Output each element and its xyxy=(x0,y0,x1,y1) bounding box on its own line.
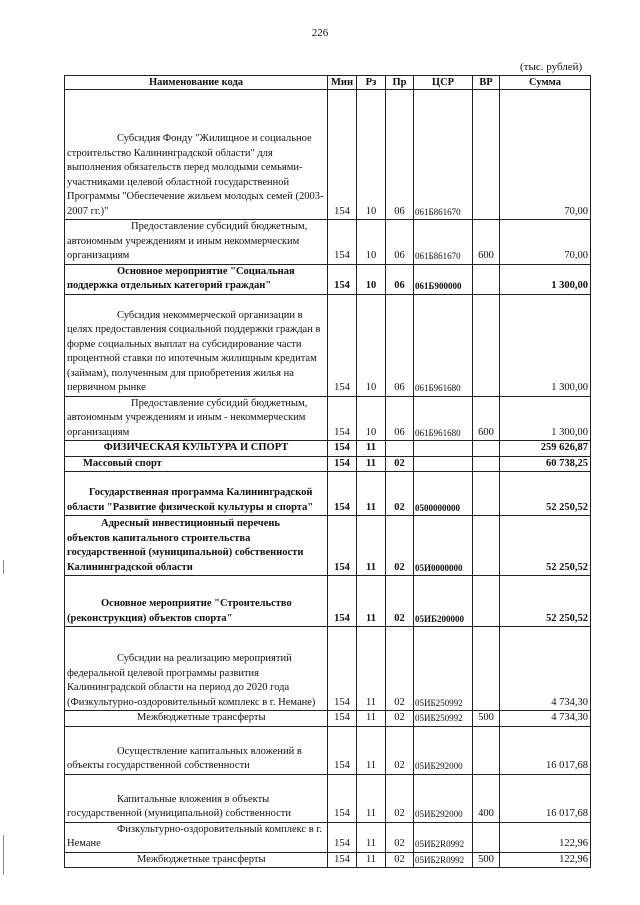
row-vr xyxy=(473,441,500,457)
table-row xyxy=(65,576,591,627)
row-sum: 16 017,68 xyxy=(500,774,591,822)
row-rz: 11 xyxy=(357,472,386,516)
row-min: 154 xyxy=(328,822,357,852)
row-sum: 60 738,25 xyxy=(500,456,591,472)
header-pr: Пр xyxy=(386,76,414,90)
row-rz: 11 xyxy=(357,774,386,822)
row-csr xyxy=(414,441,473,457)
row-pr: 02 xyxy=(386,711,414,727)
row-vr xyxy=(473,264,500,294)
row-vr xyxy=(473,576,500,627)
row-name: Адресный инвестиционный перечень объектов капитального строительства государственной (муниципальной) собственности Калининградской области xyxy=(65,516,328,576)
row-csr: 05ИБ200000 xyxy=(414,576,473,627)
row-name: Массовый спорт xyxy=(65,456,328,472)
units-note: (тыс. рублей) xyxy=(520,61,583,73)
row-pr: 02 xyxy=(386,726,414,774)
row-pr: 02 xyxy=(386,852,414,868)
table-row xyxy=(65,852,591,868)
row-rz: 10 xyxy=(357,90,386,220)
table-row xyxy=(65,726,591,774)
header-min: Мин xyxy=(328,76,357,90)
row-csr xyxy=(414,456,473,472)
table-row xyxy=(65,264,591,294)
row-sum: 1 300,00 xyxy=(500,264,591,294)
row-vr xyxy=(473,472,500,516)
row-sum: 52 250,52 xyxy=(500,576,591,627)
row-csr: 0500000000 xyxy=(414,472,473,516)
row-sum: 52 250,52 xyxy=(500,472,591,516)
header-sum: Сумма xyxy=(500,76,591,90)
row-name: Субсидии на реализацию мероприятий федеральной целевой программы развития Калининградской области на период до 2020 года (Физкультурно-оздоровительный комплекс в г. Немане) xyxy=(65,627,328,711)
row-name: Межбюджетные трансферты xyxy=(65,852,328,868)
row-name: Физкультурно-оздоровительный комплекс в г. Немане xyxy=(65,822,328,852)
row-rz: 10 xyxy=(357,264,386,294)
row-csr: 05И0000000 xyxy=(414,516,473,576)
row-sum: 122,96 xyxy=(500,822,591,852)
row-name: Субсидия Фонду "Жилищное и социальное строительство Калининградской области" для выполнения обязательств перед молодыми семьями-участниками целевой областной государственной Программы "Обеспечение жильем молодых семей (2003-2007 гг.)" xyxy=(65,90,328,220)
row-sum: 1 300,00 xyxy=(500,294,591,396)
row-pr: 02 xyxy=(386,456,414,472)
row-name: Основное мероприятие "Социальная поддержка отдельных категорий граждан" xyxy=(65,264,328,294)
row-vr: 600 xyxy=(473,396,500,441)
row-pr: 02 xyxy=(386,822,414,852)
row-rz: 11 xyxy=(357,726,386,774)
row-min: 154 xyxy=(328,472,357,516)
header-name: Наименование кода xyxy=(65,76,328,90)
row-vr xyxy=(473,726,500,774)
row-name: Субсидия некоммерческой организации в целях предоставления социальной поддержки граждан в форме социальных выплат на субсидирование части процентной ставки по ипотечным жилищным кредитам (займам), полученным для приобретения жилья на первичном рынке xyxy=(65,294,328,396)
header-csr: ЦСР xyxy=(414,76,473,90)
row-min: 154 xyxy=(328,576,357,627)
row-name: Капитальные вложения в объекты государственной (муниципальной) собственности xyxy=(65,774,328,822)
row-name: ФИЗИЧЕСКАЯ КУЛЬТУРА И СПОРТ xyxy=(65,441,328,457)
table-row xyxy=(65,396,591,441)
table-row xyxy=(65,220,591,265)
row-min: 154 xyxy=(328,711,357,727)
row-min: 154 xyxy=(328,516,357,576)
table-row xyxy=(65,294,591,396)
row-vr xyxy=(473,516,500,576)
row-min: 154 xyxy=(328,396,357,441)
row-vr: 600 xyxy=(473,220,500,265)
row-pr: 06 xyxy=(386,294,414,396)
row-vr xyxy=(473,627,500,711)
row-name: Государственная программа Калининградской области "Развитие физической культуры и спорта" xyxy=(65,472,328,516)
row-vr xyxy=(473,456,500,472)
scan-margin-mark xyxy=(3,560,4,574)
table-header-row xyxy=(65,76,591,90)
row-min: 154 xyxy=(328,726,357,774)
row-pr: 02 xyxy=(386,472,414,516)
table-row xyxy=(65,711,591,727)
row-pr: 02 xyxy=(386,576,414,627)
row-csr: 05ИБ292000 xyxy=(414,726,473,774)
row-min: 154 xyxy=(328,90,357,220)
table-row xyxy=(65,472,591,516)
row-name: Предоставление субсидий бюджетным, автономным учреждениям и иным - некоммерческим организациям xyxy=(65,396,328,441)
row-csr: 061Б961680 xyxy=(414,294,473,396)
table-row xyxy=(65,822,591,852)
row-rz: 11 xyxy=(357,456,386,472)
table-row xyxy=(65,627,591,711)
row-pr: 02 xyxy=(386,516,414,576)
row-csr: 05ИБ250992 xyxy=(414,627,473,711)
budget-table xyxy=(64,75,591,868)
row-pr: 06 xyxy=(386,90,414,220)
row-rz: 10 xyxy=(357,396,386,441)
row-min: 154 xyxy=(328,456,357,472)
row-vr: 500 xyxy=(473,852,500,868)
header-vr: ВР xyxy=(473,76,500,90)
row-sum: 4 734,30 xyxy=(500,711,591,727)
row-min: 154 xyxy=(328,264,357,294)
table-row xyxy=(65,516,591,576)
row-sum: 4 734,30 xyxy=(500,627,591,711)
row-pr: 06 xyxy=(386,264,414,294)
row-sum: 70,00 xyxy=(500,220,591,265)
row-name: Межбюджетные трансферты xyxy=(65,711,328,727)
row-rz: 10 xyxy=(357,294,386,396)
table-row xyxy=(65,774,591,822)
row-pr: 06 xyxy=(386,396,414,441)
table-row xyxy=(65,90,591,220)
row-rz: 11 xyxy=(357,711,386,727)
row-rz: 11 xyxy=(357,516,386,576)
row-rz: 11 xyxy=(357,576,386,627)
row-pr xyxy=(386,441,414,457)
row-min: 154 xyxy=(328,441,357,457)
row-csr: 05ИБ250992 xyxy=(414,711,473,727)
row-csr: 05ИБ292000 xyxy=(414,774,473,822)
row-pr: 06 xyxy=(386,220,414,265)
row-vr xyxy=(473,90,500,220)
row-vr xyxy=(473,294,500,396)
row-sum: 122,96 xyxy=(500,852,591,868)
row-min: 154 xyxy=(328,852,357,868)
row-min: 154 xyxy=(328,774,357,822)
row-csr: 05ИБ2R0992 xyxy=(414,852,473,868)
row-sum: 52 250,52 xyxy=(500,516,591,576)
row-sum: 1 300,00 xyxy=(500,396,591,441)
row-rz: 11 xyxy=(357,441,386,457)
row-rz: 11 xyxy=(357,822,386,852)
row-csr: 061Б861670 xyxy=(414,220,473,265)
row-csr: 05ИБ2R0992 xyxy=(414,822,473,852)
row-pr: 02 xyxy=(386,627,414,711)
row-min: 154 xyxy=(328,220,357,265)
row-rz: 10 xyxy=(357,220,386,265)
page-number: 226 xyxy=(311,27,329,39)
row-sum: 259 626,87 xyxy=(500,441,591,457)
row-rz: 11 xyxy=(357,852,386,868)
row-rz: 11 xyxy=(357,627,386,711)
row-name: Предоставление субсидий бюджетным, автономным учреждениям и иным некоммерческим организациям xyxy=(65,220,328,265)
row-sum: 70,00 xyxy=(500,90,591,220)
scan-margin-mark xyxy=(3,835,4,875)
row-vr xyxy=(473,822,500,852)
table-row xyxy=(65,456,591,472)
row-sum: 16 017,68 xyxy=(500,726,591,774)
row-name: Осуществление капитальных вложений в объекты государственной собственности xyxy=(65,726,328,774)
row-pr: 02 xyxy=(386,774,414,822)
row-csr: 061Б861670 xyxy=(414,90,473,220)
table-row xyxy=(65,441,591,457)
row-vr: 500 xyxy=(473,711,500,727)
row-csr: 061Б900000 xyxy=(414,264,473,294)
row-vr: 400 xyxy=(473,774,500,822)
row-name: Основное мероприятие "Строительство (реконструкция) объектов спорта" xyxy=(65,576,328,627)
header-rz: Рз xyxy=(357,76,386,90)
row-min: 154 xyxy=(328,294,357,396)
row-csr: 061Б961680 xyxy=(414,396,473,441)
row-min: 154 xyxy=(328,627,357,711)
